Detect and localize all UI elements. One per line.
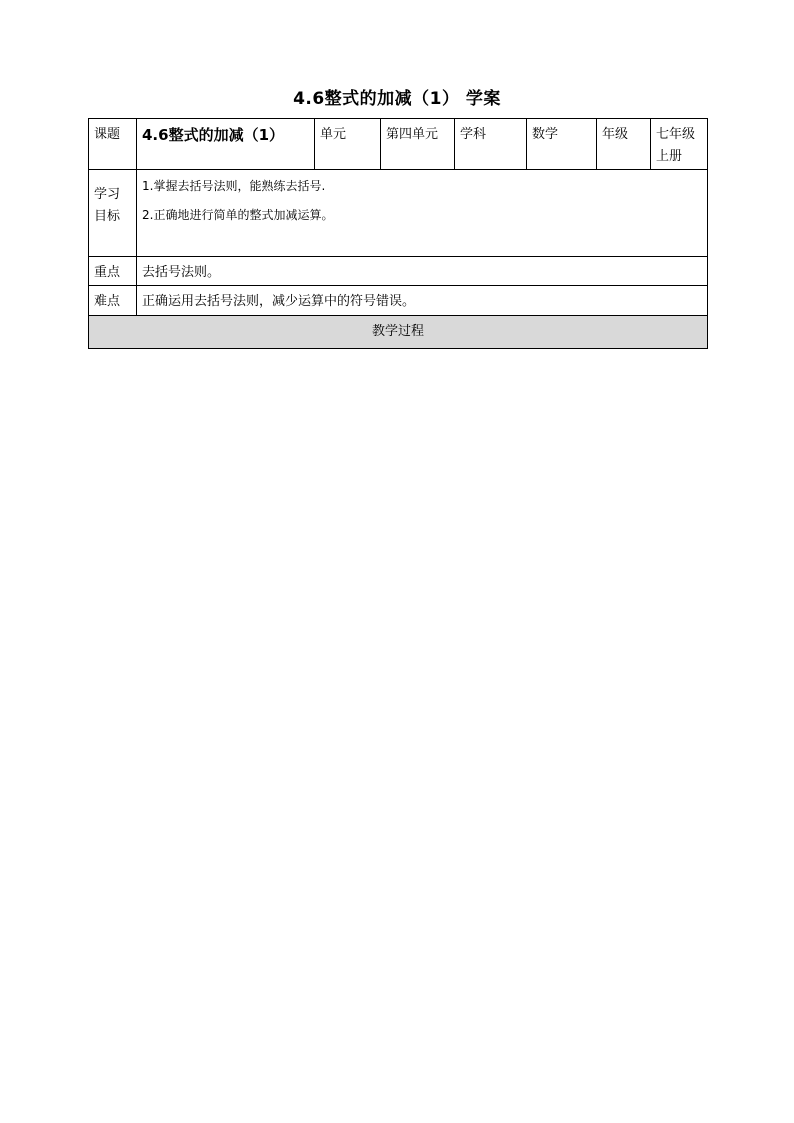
goals-label-line1: 学习 (94, 187, 121, 202)
topic-label: 课题 (89, 119, 137, 170)
grade-label: 年级 (597, 119, 651, 170)
unit-label: 单元 (315, 119, 381, 170)
difficult-points-label: 难点 (89, 286, 137, 316)
grade-value (651, 119, 708, 170)
grade-value-line2: 上册 (656, 149, 683, 164)
key-points-label: 重点 (89, 257, 137, 286)
process-heading: 教学过程 (89, 316, 708, 349)
goals-content (137, 170, 708, 257)
goal-item: 1.掌握去括号法则，能熟练去括号. (142, 179, 326, 193)
goals-label-line2: 目标 (94, 209, 121, 224)
topic-value: 4.6整式的加减（1） (137, 119, 315, 170)
page-title: 4.6整式的加减（1） 学案 (293, 89, 501, 109)
goals-row (89, 170, 708, 257)
subject-value: 数学 (527, 119, 597, 170)
info-row (89, 119, 708, 170)
goals-label (89, 170, 137, 257)
subject-label: 学科 (455, 119, 527, 170)
difficult-points-row (89, 286, 708, 316)
goal-item: 2.正确地进行简单的整式加减运算。 (142, 208, 334, 222)
process-row (89, 316, 708, 349)
unit-value: 第四单元 (381, 119, 455, 170)
grade-value-line1: 七年级 (656, 127, 696, 142)
lesson-plan-table (88, 118, 708, 349)
difficult-points-text: 正确运用去括号法则，减少运算中的符号错误。 (137, 286, 708, 316)
key-points-row (89, 257, 708, 286)
key-points-text: 去括号法则。 (137, 257, 708, 286)
